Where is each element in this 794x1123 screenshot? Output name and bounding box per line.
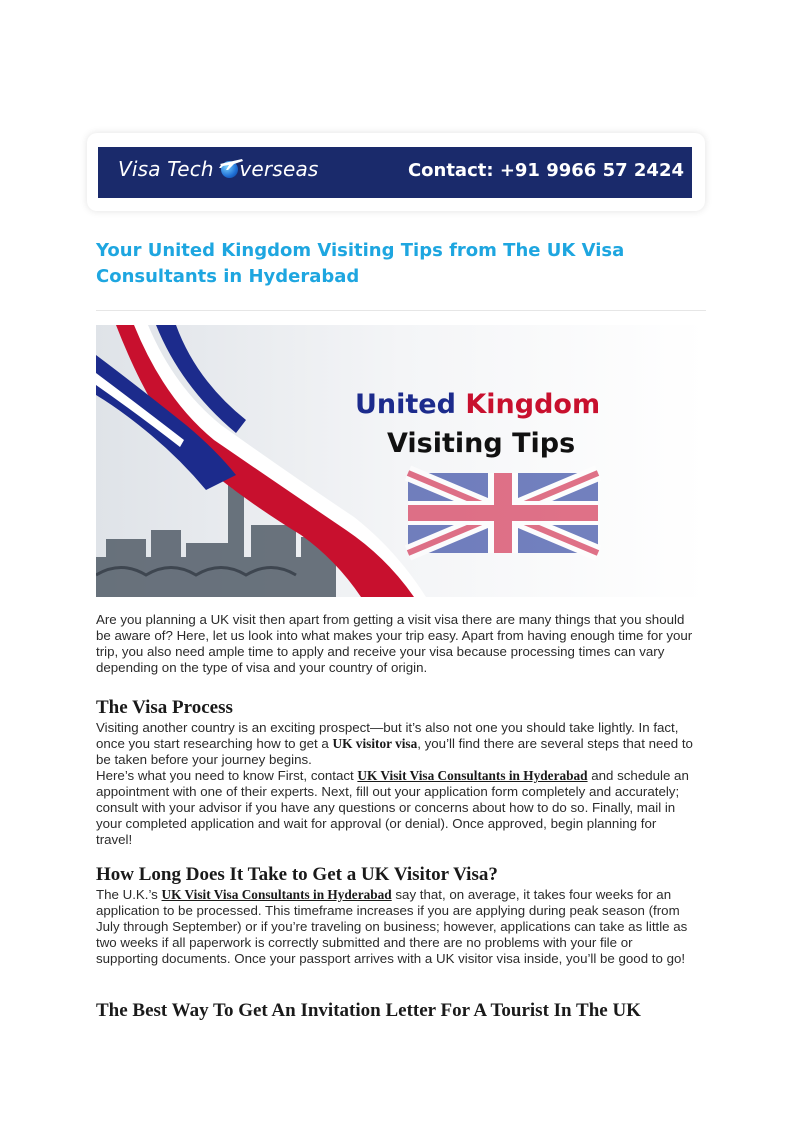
hero-heading-line1 bbox=[355, 389, 600, 420]
processing-time-paragraph bbox=[96, 887, 696, 967]
hero-image bbox=[96, 325, 707, 597]
text-span: say that, on average, it takes four weeks for an application to be processed. This timeframe increases if you are applying during peak season (from July through September) or if you’re traveling on business; however, applications can take as little as two weeks if all paperwork is correctly submitted and there are no problems with your file or supporting documents. Once your passport arrives with a UK visitor visa inside, you’ll be good to go! bbox=[96, 887, 688, 966]
hero-illustration bbox=[96, 325, 707, 597]
text-span: Visiting another country is an exciting prospect—but it’s also not one you should take lightly. In fact, once you start researching how to get a bbox=[96, 720, 679, 751]
visa-process-paragraph-1 bbox=[96, 720, 696, 768]
section-heading-invitation-letter: The Best Way To Get An Invitation Letter For A Tourist In The UK bbox=[96, 1000, 641, 1021]
text-span: The U.K.’s bbox=[96, 887, 162, 902]
text-span: Here’s what you need to know First, contact bbox=[96, 768, 358, 783]
airplane-icon bbox=[218, 155, 244, 171]
header-banner bbox=[98, 147, 692, 198]
intro-paragraph: Are you planning a UK visit then apart from getting a visit visa there are many things that you should be aware of? Here, let us look into what makes your trip easy. Apart from having enough time for your trip, you also need ample time to apply and receive your visa because processing times can vary depending on the type of visa and your country of origin. bbox=[96, 612, 693, 675]
hero-word-united: United bbox=[355, 389, 456, 420]
visa-process-paragraph-2 bbox=[96, 768, 696, 848]
contact-phone[interactable]: Contact: +91 9966 57 2424 bbox=[407, 160, 684, 181]
text-span: , you’ll find there are several steps that need to be taken before your journey begins. bbox=[96, 736, 693, 767]
page-title: Your United Kingdom Visiting Tips from The UK Visa Consultants in Hyderabad bbox=[96, 240, 625, 287]
section-heading-processing-time: How Long Does It Take to Get a UK Visitor Visa? bbox=[96, 864, 498, 885]
consultants-link[interactable]: UK Visit Visa Consultants in Hyderabad bbox=[357, 768, 588, 783]
logo-text-part2: verseas bbox=[239, 157, 319, 181]
title-divider bbox=[96, 310, 706, 311]
company-logo[interactable] bbox=[118, 157, 319, 181]
hero-word-kingdom: Kingdom bbox=[465, 389, 601, 420]
logo-text-part1: Visa Tech bbox=[118, 157, 221, 181]
bold-term: UK visitor visa bbox=[332, 736, 418, 751]
text-span: and schedule an appointment with one of their experts. Next, fill out your application form completely and accurately; consult with your advisor if you have any questions or concerns about how to do so. Finally, mail in your completed application and wait for approval (or denial). Once approved, begin planning for travel! bbox=[96, 768, 689, 847]
section-heading-visa-process: The Visa Process bbox=[96, 697, 233, 718]
uk-flag bbox=[408, 473, 598, 553]
hero-heading-line2: Visiting Tips bbox=[387, 428, 576, 459]
consultants-link[interactable]: UK Visit Visa Consultants in Hyderabad bbox=[161, 887, 392, 902]
